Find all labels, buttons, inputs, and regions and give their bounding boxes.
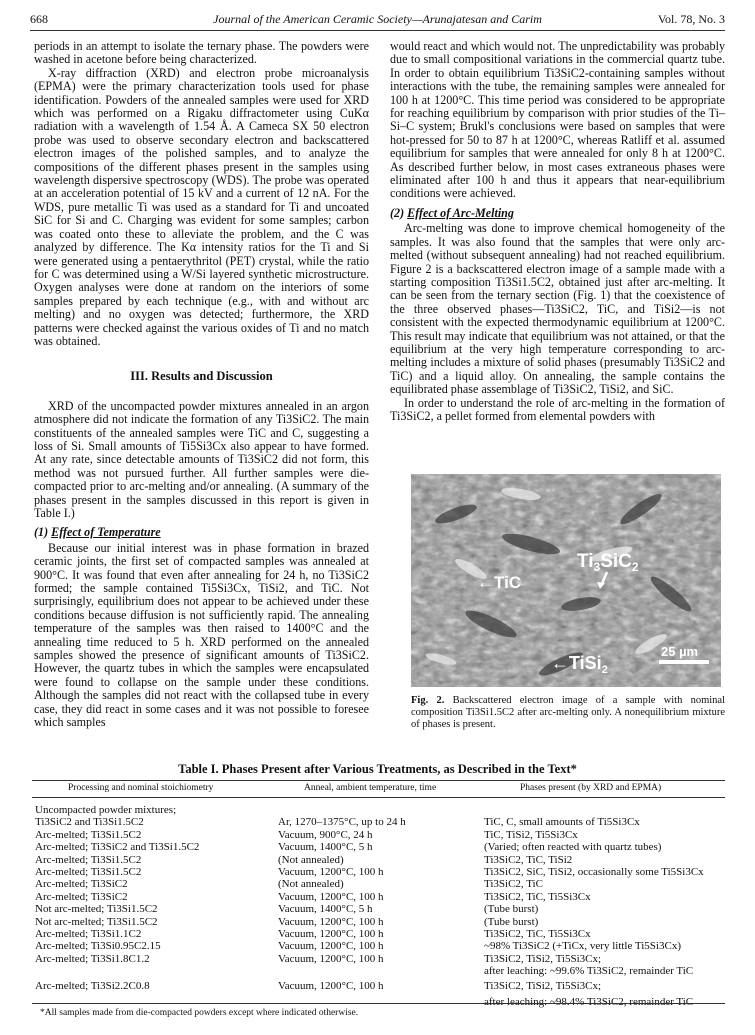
caption-text: Backscattered electron image of a sample with nominal composition Ti3Si1.5C2 after arc-melting only. A nonequilibrium mixture of phases is present. — [411, 695, 725, 730]
volume-info: Vol. 78, No. 3 — [657, 12, 725, 26]
column-header: Anneal, ambient temperature, time — [304, 783, 437, 793]
table-cell: Vacuum, 1200°C, 100 h — [278, 952, 384, 965]
table-cell: Arc-melted; Ti3Si2.2C0.8 — [35, 980, 150, 993]
table-cell: Ti3SiC2, TiC, TiSi2 — [484, 853, 573, 866]
table-cell: Vacuum, 1200°C, 100 h — [278, 915, 384, 928]
table-bottom-rule — [32, 1003, 725, 1004]
table-cell: Ti3SiC2 and Ti3Si1.5C2 — [35, 816, 144, 829]
caption-label: Fig. 2. — [411, 695, 445, 706]
page-number: 668 — [30, 12, 48, 26]
header-rule — [30, 30, 725, 31]
label-tisi2: ←TiSi$_2$ — [551, 653, 608, 676]
table-row — [32, 878, 725, 890]
table-cell: Ti3SiC2, TiC — [484, 878, 543, 891]
paragraph: In order to understand the role of arc-melting in the formation of Ti3SiC2, a pellet formed from elemental powders with — [390, 395, 725, 423]
subsection-number: (2) — [390, 205, 405, 220]
column-header: Phases present (by XRD and EPMA) — [520, 783, 662, 793]
subsection-title: Effect of Temperature — [51, 525, 161, 540]
table-cell: Arc-melted; Ti3Si1.5C2 — [35, 865, 142, 878]
table-cell: Arc-melted; Ti3Si1.1C2 — [35, 927, 142, 940]
table-cell: Vacuum, 1200°C, 100 h — [278, 940, 384, 953]
table-row — [32, 816, 725, 828]
scale-bar-label: 25 µm — [661, 644, 699, 659]
micrograph-figure — [411, 474, 721, 687]
table-cell: Arc-melted; Ti3SiC2 and Ti3Si1.5C2 — [35, 841, 200, 854]
table-cell: (Tube burst) — [484, 915, 539, 928]
table-cell: Ti3SiC2, TiSi2, Ti5Si3Cx; — [484, 952, 602, 965]
right-column — [390, 40, 725, 423]
table-row — [32, 916, 725, 928]
table-row — [32, 841, 725, 853]
page-header — [30, 12, 725, 32]
table-row — [32, 977, 725, 996]
table-cell: Vacuum, 1400°C, 5 h — [278, 903, 373, 916]
table-cell: Vacuum, 900°C, 24 h — [278, 828, 373, 841]
paragraph: would react and which would not. The unpredictability was probably due to small compositional variations in the commercial quartz tube. In order to obtain equilibrium Ti3SiC2-containing samples without interactions with the tube, the remaining samples were annealed for 100 h at 1200°C. This time period was considered to be appropriate for reaching equilibrium by comparison with prior studies of the Ti–Si–C system; Brukl's conclusions were based on samples that were hot-pressed for 50 to 87 h at 1200°C, whereas Ratliff et al. assumed equilibrium for samples that were annealed for only 8 h at 1200°C. As described further below, in most cases extraneous phases were eliminated after 100 h and thus it appears that near-equilibrium conditions were achieved. — [390, 39, 725, 201]
table-cell: Vacuum, 1200°C, 100 h — [278, 890, 384, 903]
table-row — [32, 903, 725, 915]
table-cell: Not arc-melted; Ti3Si1.5C2 — [35, 915, 158, 928]
table-cell: Vacuum, 1200°C, 100 h — [278, 865, 384, 878]
table-row — [32, 965, 725, 977]
scale-bar — [659, 660, 709, 664]
table-row — [32, 829, 725, 841]
table-cell: Arc-melted; Ti3SiC2 — [35, 890, 128, 903]
table-cell: Arc-melted; Ti3Si1.8C1.2 — [35, 952, 150, 965]
figure-caption — [411, 695, 725, 731]
table-cell: (Not annealed) — [278, 878, 344, 891]
table-cell: Uncompacted powder mixtures; — [35, 804, 177, 816]
label-ti3sic2: $Ti_3SiC_2$ — [577, 551, 639, 574]
paragraph: XRD of the uncompacted powder mixtures annealed in an argon atmosphere did not indicate the formation of any Ti3SiC2. The main constituents of the annealed samples were TiC and C, suggesting a loss of Si. Small amounts of Ti5Si3Cx also appear to have formed. At any rate, since detectable amounts of Ti3SiC2 did not form, this method was not pursued further. All further samples were die-compacted prior to arc-melting and/or annealing. (A summary of the phases present in the samples discussed in this report is given in Table I.) — [34, 398, 369, 520]
table-cell: after leaching: ~99.6% Ti3SiC2, remainder TiC — [484, 965, 694, 978]
table-cell: Vacuum, 1400°C, 5 h — [278, 841, 373, 854]
table-footnote: *All samples made from die-compacted powders except where indicated otherwise. — [40, 1008, 359, 1018]
table-body — [32, 804, 725, 1009]
table-cell: Vacuum, 1200°C, 100 h — [278, 927, 384, 940]
table-cell: Ti3SiC2, TiC, Ti5Si3Cx — [484, 927, 591, 940]
table-cell: Not arc-melted; Ti3Si1.5C2 — [35, 903, 158, 916]
table-cell: after leaching: ~98.4% Ti3SiC2, remainder TiC — [484, 996, 694, 1009]
table-cell: TiC, C, small amounts of Ti5Si3Cx — [484, 816, 640, 829]
table-cell: Ar, 1270–1375°C, up to 24 h — [278, 816, 406, 829]
table-row — [32, 866, 725, 878]
table-row — [32, 854, 725, 866]
table-row — [32, 953, 725, 965]
table-cell: Arc-melted; Ti3Si1.5C2 — [35, 853, 142, 866]
table-cell: Vacuum, 1200°C, 100 h — [278, 980, 384, 993]
left-column — [34, 40, 369, 730]
micrograph-image — [411, 474, 721, 687]
phases-table — [32, 780, 725, 1009]
table-cell: (Tube burst) — [484, 903, 539, 916]
paragraph: Arc-melting was done to improve chemical homogeneity of the samples. It was also found that the samples that were only arc-melted (without subsequent annealing) had not reached equilibrium. Figure 2 is a backscattered electron image of a sample made with a starting composition Ti3Si1.5C2, obtained just after arc-melting. It can be seen from the ternary section (Fig. 1) that the coexistence of the three observed phases—Ti3SiC2, TiC, and TiSi2—is not consistent with the expected thermodynamic equilibrium at 1200°C. This result may indicate that equilibrium was not attained, or that the equilibrium at the very high temperature corresponding to arc-melting includes a mixture of solid phases (presumably Ti3SiC2 and TiC) and a liquid alloy. On annealing, the sample contains the equilibrated phase assemblage of Ti3SiC2, TiSi2, and SiC. — [390, 221, 725, 397]
table-row — [32, 804, 725, 816]
column-header: Processing and nominal stoichiometry — [68, 783, 214, 793]
subsection-heading — [390, 207, 725, 220]
paragraph: periods in an attempt to isolate the ternary phase. The powders were washed in acetone before being characterized. — [34, 39, 369, 67]
subsection-number: (1) — [34, 525, 49, 540]
table-cell: (Not annealed) — [278, 853, 344, 866]
table-row — [32, 928, 725, 940]
table-cell: ~98% Ti3SiC2 (+TiCx, very little Ti5Si3Cx) — [484, 940, 681, 953]
section-title: III. Results and Discussion — [130, 369, 273, 384]
label-tic: ←TiC — [477, 573, 522, 592]
table-cell: Arc-melted; Ti3Si0.95C2.15 — [35, 940, 161, 953]
table-header — [32, 780, 725, 798]
paragraph: Because our initial interest was in phase formation in brazed ceramic joints, the first set of compacted samples was annealed at 900°C. It was found that even after annealing for 24 h, no Ti3SiC2 formed; the sample contained Ti5Si3Cx, TiSi2, and TiC. Not surprisingly, equilibrium does not appear to be achieved under these conditions because diffusion is not sufficiently rapid. The annealing temperature of the samples was then raised to 1400°C and the annealing time reduced to 5 h. XRD performed on the annealed samples showed the presence of significant amounts of Ti3SiC2. However, the quartz tubes in which the samples were encapsulated were found to collapse on the sample under these conditions. Although the samples did not react with the collapsed tube in every case, they did react in some cases and it was not possible to foresee which samples — [34, 540, 369, 730]
subsection-title: Effect of Arc-Melting — [407, 205, 514, 220]
table-cell: Ti3SiC2, TiC, Ti5Si3Cx — [484, 890, 591, 903]
table-cell: TiC, TiSi2, Ti5Si3Cx — [484, 828, 578, 841]
subsection-heading — [34, 526, 369, 539]
table-row — [32, 891, 725, 903]
table-cell: Arc-melted; Ti3SiC2 — [35, 878, 128, 891]
journal-title: Journal of the American Ceramic Society—Arunajatesan and Carim — [213, 12, 542, 26]
table-cell: Arc-melted; Ti3Si1.5C2 — [35, 828, 142, 841]
paragraph: X-ray diffraction (XRD) and electron probe microanalysis (EPMA) were the primary characterization tools used for phase identification. Powders of the annealed samples were used for XRD which was performed on a Rigaku diffractometer using CuKα radiation with a wavelength of 1.54 Å. A Cameca SX 50 electron probe was used to observe secondary electron and backscattered electron images of the polished samples, and to analyze the compositions of the different phases present in the samples using wavelength dispersive spectroscopy (WDS). The probe was operated at an acceleration potential of 15 kV and a current of 12 nA. For the WDS, pure metallic Ti was used as a standard for Ti and uncoated SiC for Si and C. Charging was evident for some samples; carbon was coated onto these to alleviate the problem, and the C was analyzed by difference. The Kα intensity ratios for the Ti and Si were generated using a pentaerythritol (PET) crystal, while the ratio for C was determined using a W/Si layered synthetic microstructure. Oxygen analyses were done at random on the interiors of some samples prepared by each technique (e.g., with and without arc melting) and no oxygen was detected; furthermore, the XRD patterns were checked against the various oxides of Ti and no match was obtained. — [34, 65, 369, 348]
table-title: Table I. Phases Present after Various Treatments, as Described in the Text* — [178, 762, 577, 776]
table-row — [32, 940, 725, 952]
table-cell: (Varied; often reacted with quartz tubes) — [484, 841, 662, 854]
table-cell: Ti3SiC2, TiSi2, Ti5Si3Cx; — [484, 980, 602, 993]
table-cell: Ti3SiC2, SiC, TiSi2, occasionally some Ti5Si3Cx — [484, 865, 704, 878]
